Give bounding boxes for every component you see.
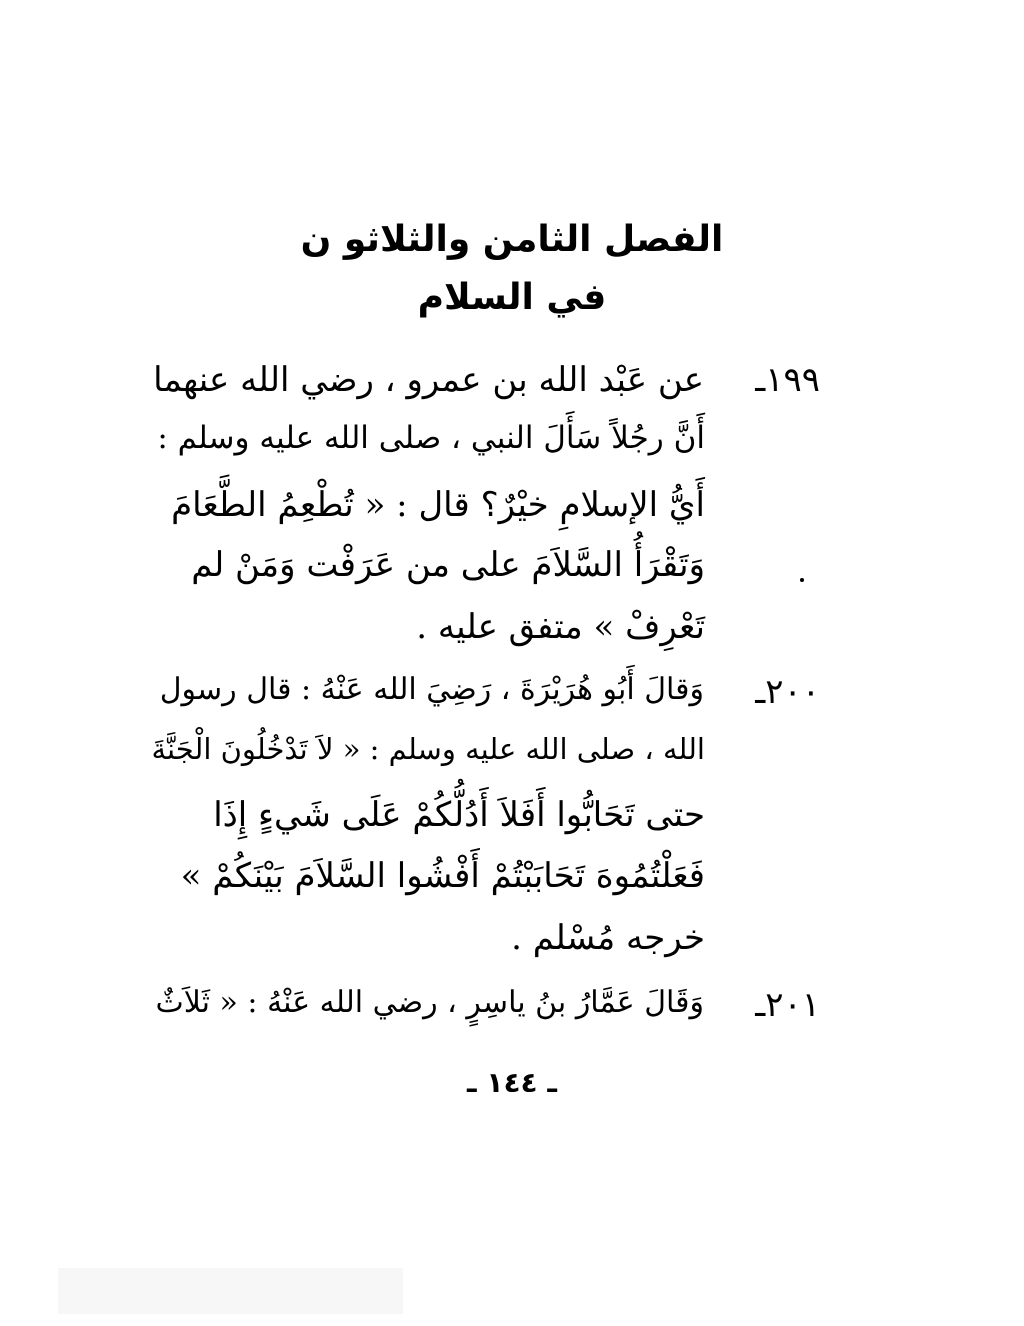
stray-mark xyxy=(800,578,804,582)
chapter-subtitle: في السلام xyxy=(417,277,607,318)
text-line: وَقَالَ عَمَّارُ بنُ ياسِرٍ ، رضي الله عَنْهُ : « ثَلاَثٌ xyxy=(155,985,704,1020)
text-line: خرجه مُسْلم . xyxy=(511,918,705,958)
text-line: الله ، صلى الله عليه وسلم : « لاَ تَدْخُلُونَ الْجَنَّةَ xyxy=(151,732,705,766)
text-line: فَعَلْتُمُوهَ تَحَابَبْتُمْ أَفْشُوا السَّلاَمَ بَيْنَكُمْ » xyxy=(180,856,705,896)
chapter-title: الفصل الثامن والثلاثو ن xyxy=(300,219,724,260)
hadith-number: ٢٠١ـ xyxy=(755,985,820,1025)
text-line: عن عَبْد الله بن عمرو ، رضي الله عنهما xyxy=(153,360,704,400)
hadith-number: ٢٠٠ـ xyxy=(755,672,820,712)
hadith-number: ١٩٩ـ xyxy=(755,360,820,400)
text-line: وَقالَ أَبُو هُرَيْرَةَ ، رَضِيَ الله عَنْهُ : قال رسول xyxy=(159,672,704,707)
text-line: أَيُّ الإسلامِ خيْرٌ؟ قال : « تُطْعِمُ الطَّعَامَ xyxy=(171,485,705,525)
text-line: وَتَقْرَأُ السَّلاَمَ على من عَرَفْت وَمَنْ لم xyxy=(191,545,705,585)
text-line: تَعْرِفْ » متفق عليه . xyxy=(416,607,705,647)
text-line: حتى تَحَابُّوا أَفَلاَ أَدُلُّكُمْ عَلَى شَيءٍ إِذَا xyxy=(213,795,705,835)
scan-smudge xyxy=(58,1268,403,1314)
text-line: أَنَّ رجُلاً سَأَلَ النبي ، صلى الله عليه وسلم : xyxy=(157,420,705,456)
page-number: ـ ١٤٤ ـ xyxy=(467,1066,557,1099)
